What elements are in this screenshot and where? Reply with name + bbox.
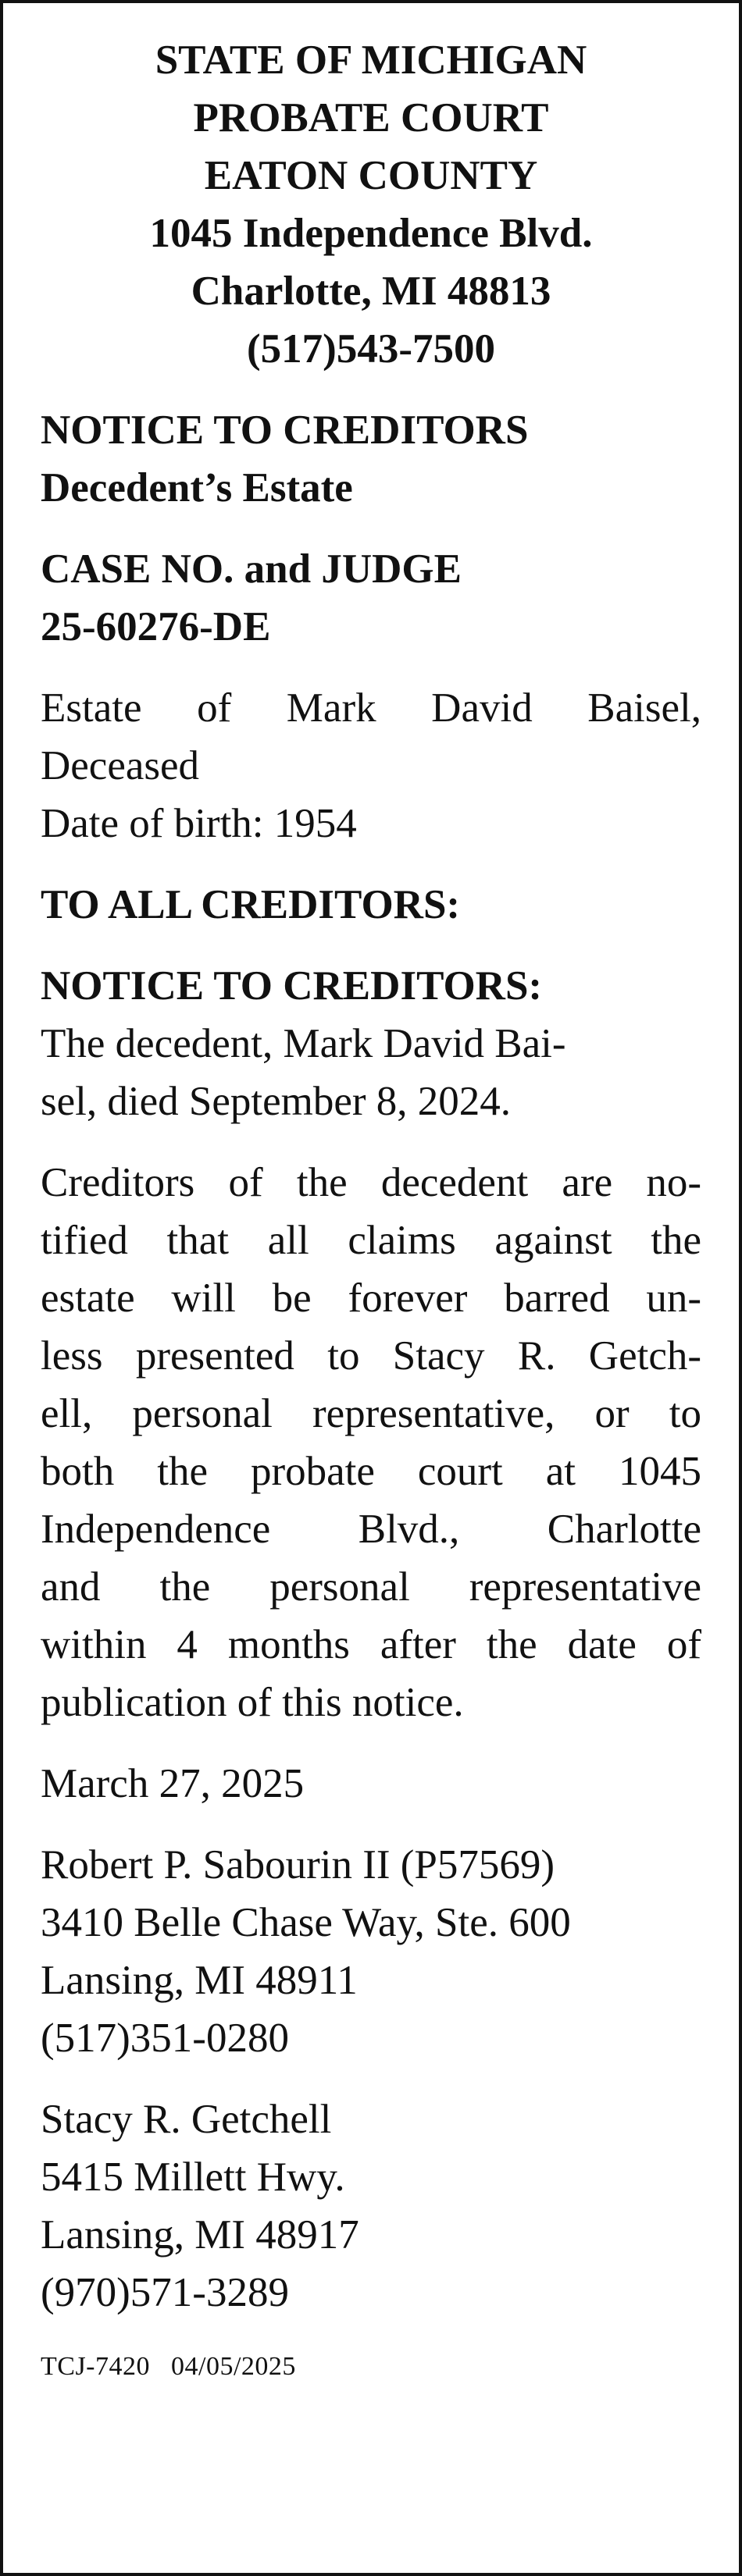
attorney-address: 3410 Belle Chase Way, Ste. 600	[41, 1900, 571, 1945]
court-name: PROBATE COURT	[193, 95, 549, 141]
claims-line: estate will be forever barred un-	[41, 1276, 701, 1321]
representative-city: Lansing, MI 48917	[41, 2212, 359, 2258]
case-block	[41, 540, 701, 656]
claims-line: within 4 months after the date of	[41, 1622, 701, 1667]
notice-body-heading: NOTICE TO CREDITORS:	[41, 963, 543, 1009]
estate-dob: Date of birth: 1954	[41, 801, 357, 846]
notice-subtitle: Decedent’s Estate	[41, 465, 353, 511]
state-name: STATE OF MICHIGAN	[155, 37, 587, 83]
attorney-city: Lansing, MI 48911	[41, 1958, 358, 2003]
claims-paragraph	[41, 1154, 701, 1731]
notice-body-line: The decedent, Mark David Bai-	[41, 1021, 566, 1066]
representative-block	[41, 2090, 701, 2322]
estate-name	[41, 679, 701, 737]
claims-line: less presented to Stacy R. Getch-	[41, 1333, 701, 1379]
claims-line: tified that all claims against the	[41, 1218, 701, 1263]
claims-line: publication of this notice.	[41, 1680, 464, 1725]
claims-line: both the probate court at 1045	[41, 1449, 701, 1494]
case-number: 25-60276-DE	[41, 604, 271, 649]
notice-date: March 27, 2025	[41, 1761, 305, 1806]
estate-name-text: Estate of Mark David Baisel,	[41, 685, 701, 731]
claims-line: ell, personal representative, or to	[41, 1391, 701, 1436]
attorney-name: Robert P. Sabourin II (P57569)	[41, 1842, 555, 1888]
claims-line: and the personal representative	[41, 1564, 701, 1610]
publication-code: TCJ-7420	[41, 2352, 150, 2381]
publication-date: 04/05/2025	[171, 2352, 296, 2381]
case-label: CASE NO. and JUDGE	[41, 546, 462, 592]
publication-footer	[41, 2350, 701, 2384]
attorney-phone: (517)351-0280	[41, 2016, 289, 2061]
court-city: Charlotte, MI 48813	[191, 269, 551, 314]
notice-title: NOTICE TO CREDITORS	[41, 407, 529, 453]
notice-body-line: sel, died September 8, 2024.	[41, 1079, 512, 1124]
notice-title-block	[41, 401, 701, 517]
estate-deceased: Deceased	[41, 743, 200, 788]
court-phone: (517)543-7500	[247, 326, 495, 372]
estate-block	[41, 679, 701, 852]
to-all-creditors: TO ALL CREDITORS:	[41, 882, 461, 927]
claims-line: Independence Blvd., Charlotte	[41, 1507, 701, 1552]
county-name: EATON COUNTY	[204, 153, 538, 198]
representative-address: 5415 Millett Hwy.	[41, 2154, 345, 2200]
representative-phone: (970)571-3289	[41, 2270, 289, 2315]
notice-body-block	[41, 957, 701, 1130]
court-header	[41, 31, 701, 378]
representative-name: Stacy R. Getchell	[41, 2097, 332, 2142]
claims-line: Creditors of the decedent are no-	[41, 1160, 701, 1205]
court-street: 1045 Independence Blvd.	[149, 211, 593, 256]
attorney-block	[41, 1836, 701, 2067]
